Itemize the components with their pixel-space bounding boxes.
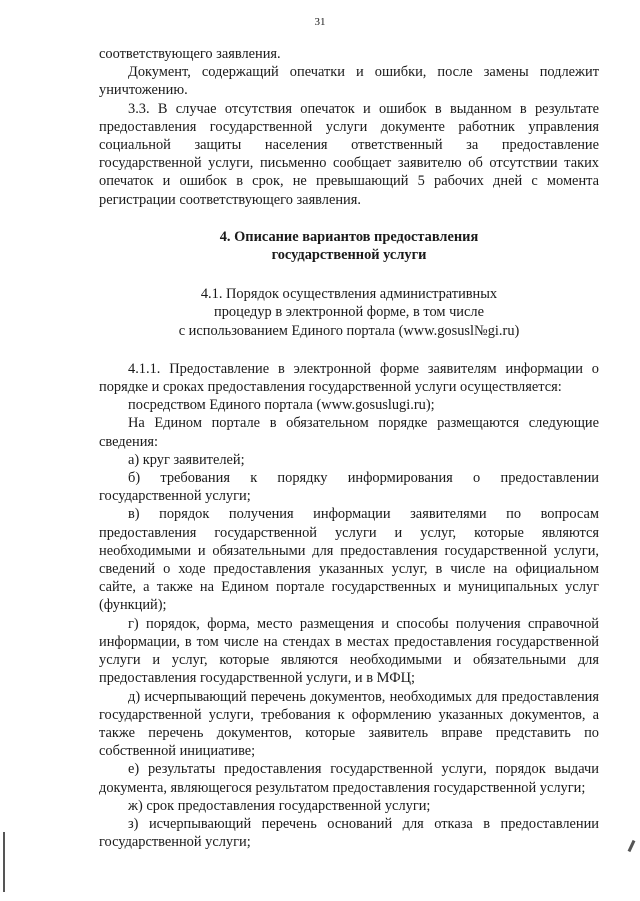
subsection-heading [99, 285, 599, 340]
page-number: 31 [314, 16, 326, 28]
paragraph: соответствующего заявления. [99, 46, 281, 62]
paragraph: 3.3. В случае отсутствия опечаток и ошибок в выданном в результате предоставления государственной услуги документе работник управления социальной защиты населения ответственный за предоставление государственной услуги, письменно сообщает заявителю об отсутствии таких опечаток и ошибок в срок, не превышающий 5 рабочих дней с момента регистрации соответствующего заявления. [99, 100, 599, 208]
section-heading-line: государственной услуги [271, 247, 427, 264]
subsection-heading-line: с использованием Единого портала (www.gosusl№gi.ru) [178, 322, 520, 339]
list-item: г) порядок, форма, место размещения и способы получения справочной информации, в том числе на стендах в местах предоставления государственной услуги и услуг, которые являются необходимыми и обязательными для предоставления государственной услуги, и в МФЦ; [99, 615, 599, 687]
list-item: з) исчерпывающий перечень оснований для отказа в предоставлении государственной услуги; [99, 815, 599, 851]
list-item: б) требования к порядку информирования о предоставлении государственной услуги; [99, 470, 599, 505]
paragraph: На Едином портале в обязательном порядке размещаются следующие сведения: [99, 415, 599, 450]
list-item: д) исчерпывающий перечень документов, необходимых для предоставления государственной услуги, требования к оформлению указанных документов, а также перечень документов, которые заявитель вправе представить по собственной инициативе; [99, 688, 599, 760]
scan-artifact [3, 832, 5, 892]
list-item: а) круг заявителей; [128, 451, 245, 468]
list-item: ж) срок предоставления государственной услуги; [128, 797, 431, 814]
section-heading-line: 4. Описание вариантов предоставления [219, 228, 479, 245]
paragraph: Документ, содержащий опечатки и ошибки, после замены подлежит уничтожению. [99, 64, 599, 99]
paragraph: 4.1.1. Предоставление в электронной форме заявителям информации о порядке и сроках предоставления государственной услуги осуществляется: [99, 360, 599, 396]
paragraph: посредством Единого портала (www.gosuslugi.ru); [128, 397, 435, 414]
list-item: е) результаты предоставления государственной услуги, порядок выдачи документа, являющегося результатом предоставления государственной услуги; [99, 761, 599, 796]
subsection-heading-line: процедур в электронной форме, в том числе [214, 304, 484, 321]
scan-artifact [628, 840, 636, 852]
section-heading [99, 228, 599, 264]
list-item: в) порядок получения информации заявителями по вопросам предоставления государственной услуги и услуг, которые являются необходимыми и обязательными для предоставления государственной услуги, сведений о ходе предоставления указанных услуг, в числе на официальном сайте, а также на Едином портале государственных и муниципальных услуг (функций); [99, 506, 599, 614]
document-body [99, 45, 599, 851]
subsection-heading-line: 4.1. Порядок осуществления административных [200, 286, 498, 303]
